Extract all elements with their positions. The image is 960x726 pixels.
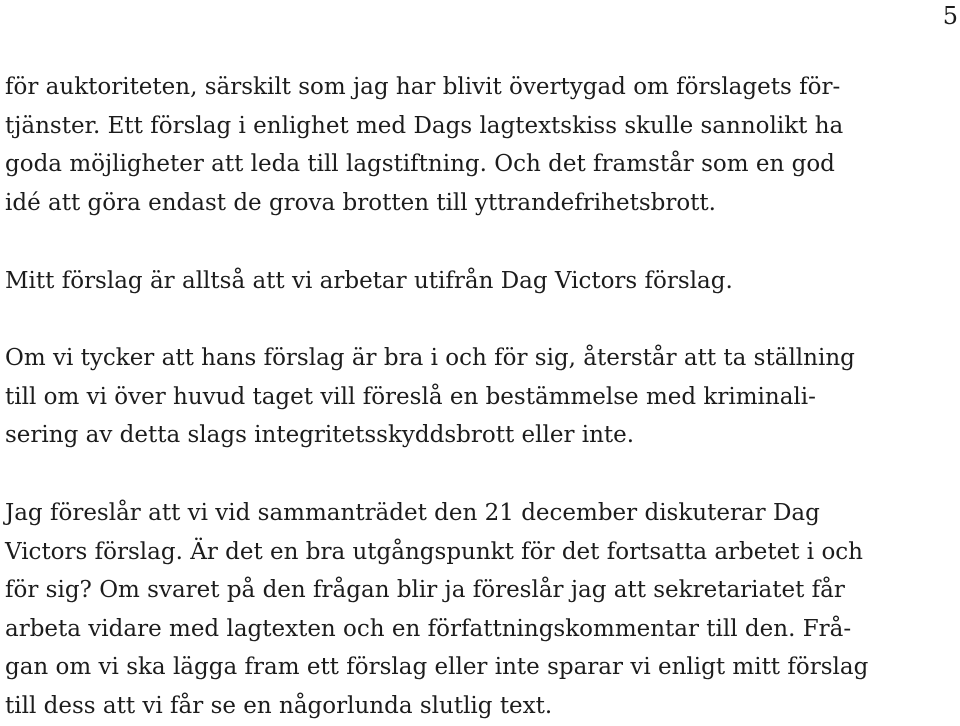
text-line: för sig? Om svaret på den frågan blir ja föreslår jag att sekretariatet får [5,577,845,604]
paragraph-4 [5,494,868,726]
text-line: sering av detta slags integritetsskyddsbrott eller inte. [5,422,635,449]
text-line: tjänster. Ett förslag i enlighet med Dags lagtextskiss skulle sannolikt ha [5,112,844,139]
text-line: arbeta vidare med lagtexten och en författningskommentar till den. Frå- [5,615,852,642]
text-line: till om vi över huvud taget vill föreslå en bestämmelse med kriminali- [5,383,816,410]
text-line: Jag föreslår att vi vid sammanträdet den 21 december diskuterar Dag [5,500,820,526]
text-line: goda möjligheter att leda till lagstiftning. Och det framstår som en god [5,151,835,178]
text-line: Victors förslag. Är det en bra utgångspunkt för det fortsatta arbetet i och [5,538,863,565]
paragraph-3 [5,339,855,455]
text-line: Mitt förslag är alltså att vi arbetar utifrån Dag Victors förslag. [5,268,733,294]
paragraph-1 [5,68,843,222]
text-line: till dess att vi får se en någorlunda slutlig text. [5,692,553,719]
text-line: Om vi tycker att hans förslag är bra i och för sig, återstår att ta ställning [5,345,855,371]
paragraph-2 [5,262,733,301]
page-number: 5 [942,2,958,30]
text-line: gan om vi ska lägga fram ett förslag eller inte sparar vi enligt mitt förslag [5,654,869,681]
text-line: idé att göra endast de grova brotten till yttrandefrihetsbrott. [5,189,716,216]
text-line: för auktoriteten, särskilt som jag har blivit övertygad om förslagets för- [5,74,841,100]
